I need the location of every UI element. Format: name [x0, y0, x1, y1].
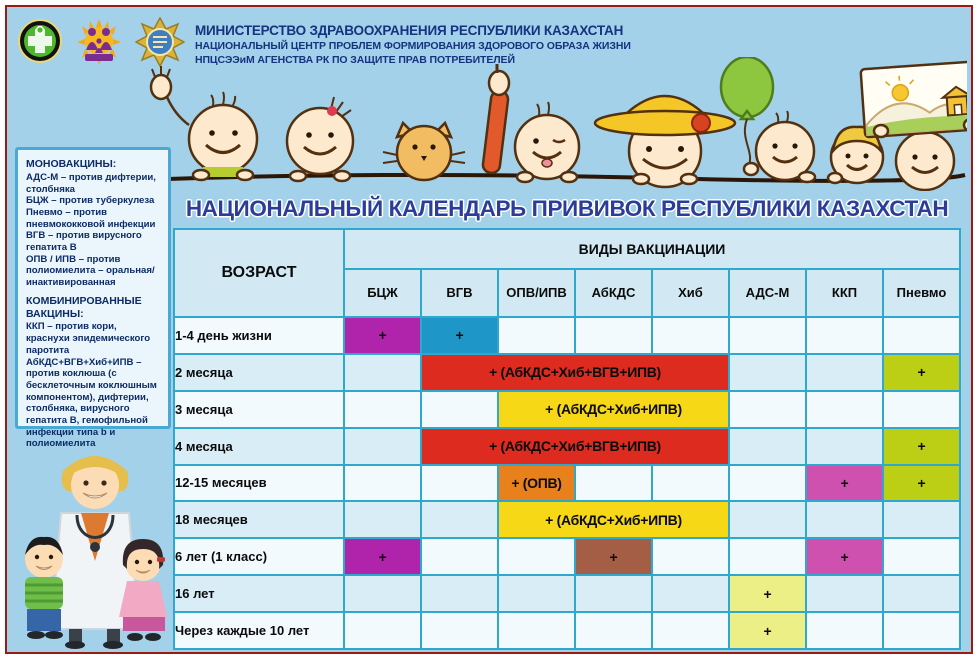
empty-cell	[575, 575, 652, 612]
empty-cell	[883, 317, 960, 354]
ministry-line1: МИНИСТЕРСТВО ЗДРАВООХРАНЕНИЯ РЕСПУБЛИКИ КАЗАХСТАН	[195, 23, 624, 38]
child-girl-pigtail	[287, 97, 353, 181]
empty-cell	[344, 575, 421, 612]
empty-cell	[729, 428, 806, 465]
boy-figure	[25, 537, 63, 639]
age-cell: 18 месяцев	[174, 501, 344, 538]
vaccine-mark-cell: + (АбКДС+Хиб+ИПВ)	[498, 501, 729, 538]
vaccine-mark-cell: +	[883, 465, 960, 502]
vaccine-column-header-5: АДС-М	[729, 269, 806, 317]
empty-cell	[883, 612, 960, 649]
girl-figure	[119, 539, 167, 641]
age-cell: 6 лет (1 класс)	[174, 538, 344, 575]
vaccine-mark-cell: +	[575, 538, 652, 575]
vaccine-mark-cell: +	[344, 317, 421, 354]
empty-cell	[498, 612, 575, 649]
vaccine-mark-cell: + (АбКДС+Хиб+ИПВ)	[498, 391, 729, 428]
legend-item: ККП – против кори, краснухи эпидемического паротита	[26, 321, 151, 356]
empty-cell	[806, 317, 883, 354]
empty-cell	[498, 538, 575, 575]
vaccine-mark-cell: +	[806, 538, 883, 575]
ministry-line2: НАЦИОНАЛЬНЫЙ ЦЕНТР ПРОБЛЕМ ФОРМИРОВАНИЯ ЗДОРОВОГО ОБРАЗА ЖИЗНИ	[195, 40, 631, 52]
empty-cell	[344, 391, 421, 428]
empty-cell	[652, 317, 729, 354]
child-with-hat	[595, 96, 735, 187]
legend-item: ВГВ – против вирусного гепатита В	[26, 230, 142, 254]
combo-vaccines-title: КОМБИНИРОВАННЫЕ ВАКЦИНЫ:	[26, 294, 142, 320]
vaccine-mark-cell: +	[883, 354, 960, 391]
legend-item: АДС-М – против дифтерии, столбняка	[26, 171, 156, 195]
empty-cell	[575, 612, 652, 649]
empty-cell	[883, 501, 960, 538]
empty-cell	[729, 538, 806, 575]
empty-cell	[883, 575, 960, 612]
vaccine-column-header-1: ВГВ	[421, 269, 498, 317]
age-cell: 12-15 месяцев	[174, 465, 344, 502]
child-with-balloon	[744, 111, 815, 182]
vaccine-column-header-6: ККП	[806, 269, 883, 317]
empty-cell	[421, 501, 498, 538]
ministry-line3: НПЦСЭЭиМ АГЕНСТВА РК ПО ЗАЩИТЕ ПРАВ ПОТРЕБИТЕЛЕЙ	[195, 54, 515, 66]
poster-title: НАЦИОНАЛЬНЫЙ КАЛЕНДАРЬ ПРИВИВОК РЕСПУБЛИКИ КАЗАХСТАН	[185, 196, 949, 221]
empty-cell	[344, 354, 421, 391]
age-cell: 1-4 день жизни	[174, 317, 344, 354]
empty-cell	[421, 391, 498, 428]
vaccine-mark-cell: +	[421, 317, 498, 354]
empty-cell	[421, 575, 498, 612]
age-column-header: ВОЗРАСТ	[174, 229, 344, 317]
empty-cell	[806, 354, 883, 391]
table-row	[174, 501, 960, 538]
empty-cell	[883, 391, 960, 428]
table-row	[174, 317, 960, 354]
vaccine-column-header-0: БЦЖ	[344, 269, 421, 317]
vaccine-mark-cell: + (АбКДС+Хиб+ВГВ+ИПВ)	[421, 354, 729, 391]
vaccine-mark-cell: + (ОПВ)	[498, 465, 575, 502]
vaccine-mark-cell: +	[883, 428, 960, 465]
vaccine-legend-sidebar	[15, 147, 171, 450]
legend-item: Пневмо – против пневмококковой инфекции	[26, 206, 156, 230]
child-winking	[515, 102, 579, 182]
empty-cell	[344, 465, 421, 502]
legend-item: АбКДС+ВГВ+Хиб+ИПВ – против коклюша (с бесклеточным коклюшным компонентом), дифтерии, столбняка, вирусного гепатита В, гемофильной инфекции типа b и полиомиелита	[26, 356, 157, 450]
age-cell: 4 месяца	[174, 428, 344, 465]
doctor-with-children-illustration	[11, 437, 179, 651]
table-row	[174, 538, 960, 575]
vaccine-mark-cell: +	[806, 465, 883, 502]
age-cell: 2 месяца	[174, 354, 344, 391]
empty-cell	[729, 465, 806, 502]
vaccine-column-header-7: Пневмо	[883, 269, 960, 317]
empty-cell	[575, 465, 652, 502]
empty-cell	[806, 575, 883, 612]
family-sunburst-logo-icon	[73, 17, 125, 67]
vaccine-mark-cell: + (АбКДС+Хиб+ВГВ+ИПВ)	[421, 428, 729, 465]
empty-cell	[806, 612, 883, 649]
empty-cell	[806, 428, 883, 465]
empty-cell	[729, 354, 806, 391]
age-cell: 3 месяца	[174, 391, 344, 428]
mono-vaccines-title: МОНОВАКЦИНЫ:	[26, 158, 117, 170]
empty-cell	[575, 317, 652, 354]
children-peeking-illustration	[135, 57, 967, 191]
empty-cell	[729, 391, 806, 428]
vaccination-table-wrap	[173, 228, 961, 650]
empty-cell	[729, 501, 806, 538]
legend-item: БЦЖ – против туберкулеза	[26, 195, 155, 207]
vaccine-mark-cell: +	[344, 538, 421, 575]
table-row	[174, 465, 960, 502]
empty-cell	[498, 317, 575, 354]
empty-cell	[344, 428, 421, 465]
empty-cell	[421, 612, 498, 649]
cat-icon	[383, 123, 465, 180]
legend-item: ОПВ / ИПВ – против полиомиелита – оральная/ инактивированная	[26, 253, 155, 289]
empty-cell	[421, 465, 498, 502]
empty-cell	[729, 317, 806, 354]
table-row	[174, 575, 960, 612]
empty-cell	[652, 465, 729, 502]
empty-cell	[883, 538, 960, 575]
table-row	[174, 428, 960, 465]
vaccine-column-header-3: АбКДС	[575, 269, 652, 317]
empty-cell	[344, 501, 421, 538]
empty-cell	[498, 575, 575, 612]
age-cell: Через каждые 10 лет	[174, 612, 344, 649]
vaccination-calendar-table	[173, 228, 961, 650]
table-row	[174, 391, 960, 428]
empty-cell	[344, 612, 421, 649]
vaccine-mark-cell: +	[729, 612, 806, 649]
empty-cell	[806, 391, 883, 428]
vaccination-poster	[5, 5, 973, 654]
health-cross-logo-icon	[17, 17, 63, 65]
empty-cell	[421, 538, 498, 575]
empty-cell	[652, 538, 729, 575]
vaccination-types-header: ВИДЫ ВАКЦИНАЦИИ	[344, 229, 960, 269]
vaccine-column-header-4: Хиб	[652, 269, 729, 317]
empty-cell	[652, 612, 729, 649]
empty-cell	[806, 501, 883, 538]
vaccine-mark-cell: +	[729, 575, 806, 612]
table-row	[174, 612, 960, 649]
empty-cell	[652, 575, 729, 612]
raised-arm	[482, 64, 509, 174]
table-row	[174, 354, 960, 391]
vaccine-column-header-2: ОПВ/ИПВ	[498, 269, 575, 317]
age-cell: 16 лет	[174, 575, 344, 612]
